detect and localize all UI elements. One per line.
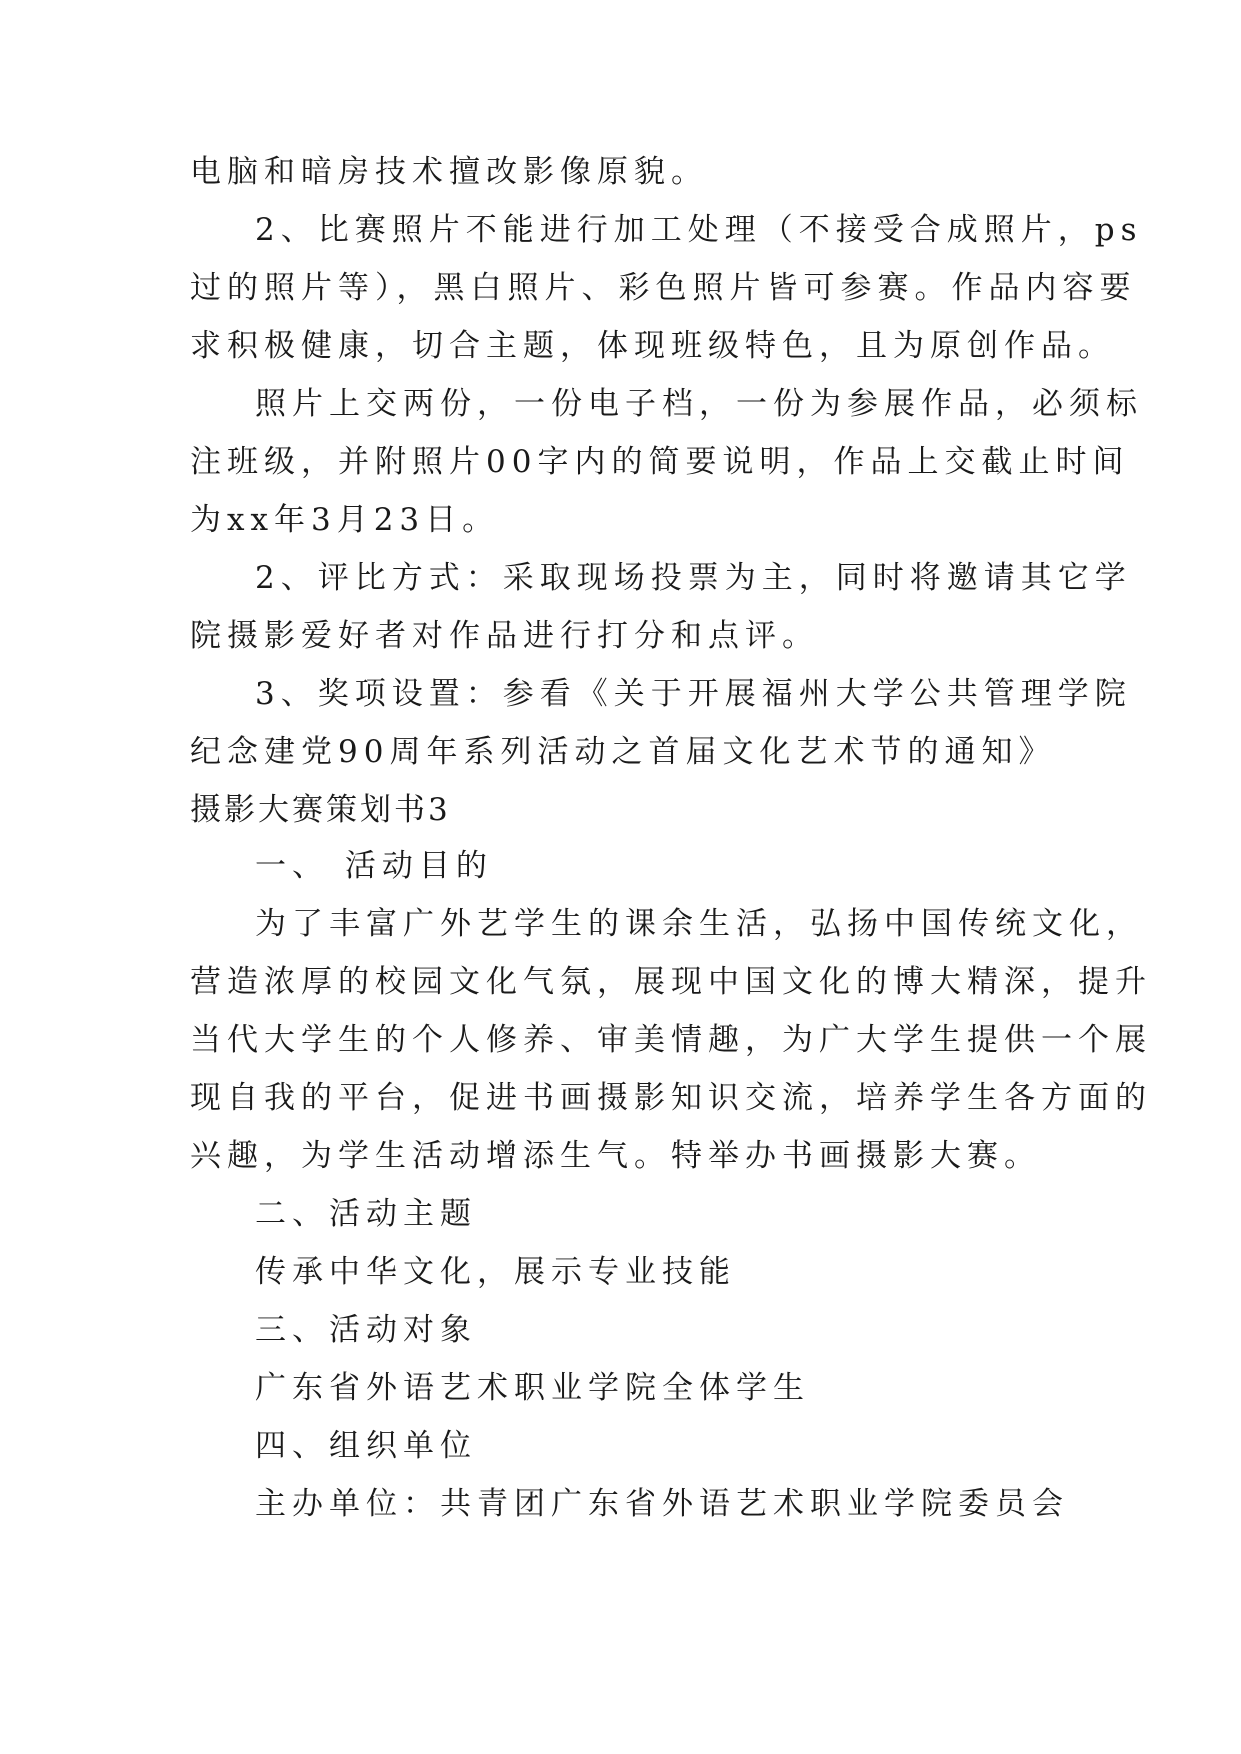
body-line: 兴趣，为学生活动增添生气。特举办书画摄影大赛。 bbox=[190, 1138, 1041, 1174]
body-line: 2、比赛照片不能进行加工处理（不接受合成照片，ps bbox=[255, 212, 1143, 248]
body-line: 主办单位：共青团广东省外语艺术职业学院委员会 bbox=[255, 1486, 1069, 1522]
body-line: 电脑和暗房技术擅改影像原貌。 bbox=[190, 154, 708, 190]
subheading: 四、组织单位 bbox=[255, 1428, 477, 1464]
body-line: 传承中华文化，展示专业技能 bbox=[255, 1254, 736, 1290]
section-heading: 摄影大赛策划书3 bbox=[190, 792, 451, 828]
body-line: 3、奖项设置：参看《关于开展福州大学公共管理学院 bbox=[255, 676, 1132, 712]
body-line: 现自我的平台，促进书画摄影知识交流，培养学生各方面的 bbox=[190, 1080, 1152, 1116]
subheading: 二、活动主题 bbox=[255, 1196, 477, 1232]
subheading: 三、活动对象 bbox=[255, 1312, 477, 1348]
body-line: 广东省外语艺术职业学院全体学生 bbox=[255, 1370, 810, 1406]
body-line: 纪念建党90周年系列活动之首届文化艺术节的通知》 bbox=[190, 734, 1056, 770]
subheading: 一、 活动目的 bbox=[255, 848, 493, 884]
body-line: 注班级，并附照片00字内的简要说明，作品上交截止时间 bbox=[190, 444, 1130, 480]
body-line: 为xx年3月23日。 bbox=[190, 502, 500, 538]
body-line: 过的照片等），黑白照片、彩色照片皆可参赛。作品内容要 bbox=[190, 270, 1137, 306]
body-line: 院摄影爱好者对作品进行打分和点评。 bbox=[190, 618, 819, 654]
body-line: 营造浓厚的校园文化气氛，展现中国文化的博大精深，提升 bbox=[190, 964, 1152, 1000]
body-line: 当代大学生的个人修养、审美情趣，为广大学生提供一个展 bbox=[190, 1022, 1152, 1058]
body-line: 照片上交两份，一份电子档，一份为参展作品，必须标 bbox=[255, 386, 1143, 422]
body-line: 求积极健康，切合主题，体现班级特色，且为原创作品。 bbox=[190, 328, 1115, 364]
body-line: 为了丰富广外艺学生的课余生活，弘扬中国传统文化， bbox=[255, 906, 1143, 942]
body-line: 2、评比方式：采取现场投票为主，同时将邀请其它学 bbox=[255, 560, 1132, 596]
